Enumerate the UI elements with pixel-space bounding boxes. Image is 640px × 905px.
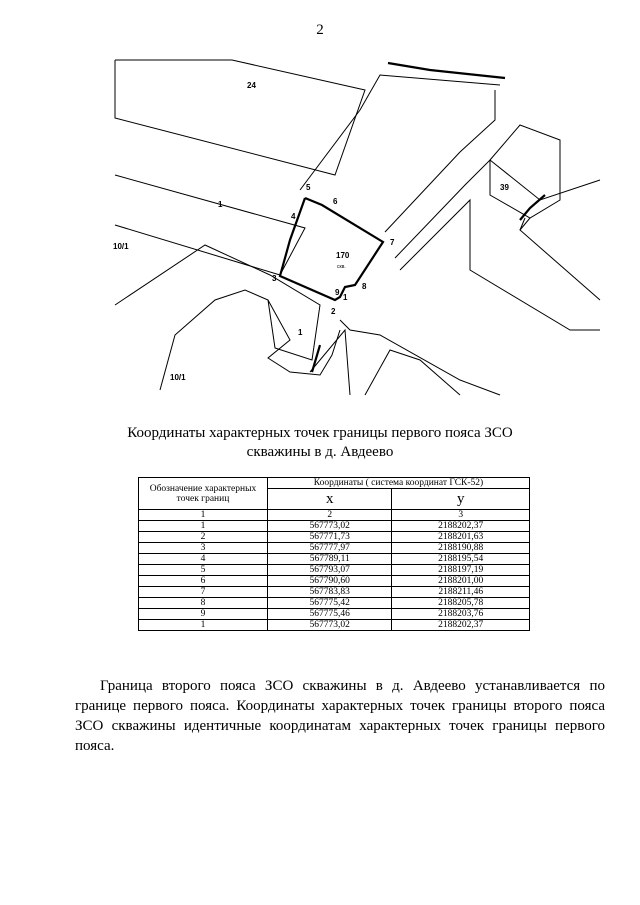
table-row [139,521,530,532]
table-caption [0,424,640,462]
point-label-3: 3 [272,274,277,283]
cell-point: 5 [139,565,268,576]
header-y: y [392,489,530,510]
table-row [139,620,530,631]
plot-1-outline [115,175,305,275]
table-row [139,565,530,576]
cell-x: 567775,46 [268,609,392,620]
road-line-a [300,75,500,190]
header-coordinates: Координаты ( система координат ГСК-52) [268,478,530,489]
cell-point: 9 [139,609,268,620]
cell-x: 567775,42 [268,598,392,609]
table-row [139,598,530,609]
cell-point: 8 [139,598,268,609]
cell-y: 2188203,76 [392,609,530,620]
road-line-g [340,320,500,395]
point-label-1: 1 [343,293,348,302]
cell-y: 2188201,00 [392,576,530,587]
point-label-2: 2 [331,307,336,316]
point-label-4: 4 [291,212,296,221]
cell-point: 6 [139,576,268,587]
cell-y: 2188202,37 [392,620,530,631]
point-label-8: 8 [362,282,367,291]
cell-y: 2188211,46 [392,587,530,598]
cell-y: 2188202,37 [392,521,530,532]
plot-24-outline [115,60,365,175]
cell-point: 4 [139,554,268,565]
header-x: x [268,489,392,510]
cell-x: 567777,97 [268,543,392,554]
road-line-e [520,218,600,300]
point-label-7: 7 [390,238,395,247]
table-row [139,576,530,587]
cell-point: 1 [139,620,268,631]
plot-170-label: 170 [336,251,350,260]
col-number-1: 1 [139,510,268,521]
col-number-2: 2 [268,510,392,521]
cell-x: 567783,83 [268,587,392,598]
cell-y: 2188190,88 [392,543,530,554]
cell-y: 2188197,19 [392,565,530,576]
plot-10-1-outline [115,245,320,390]
cell-y: 2188205,78 [392,598,530,609]
cell-point: 3 [139,543,268,554]
cell-x: 567771,73 [268,532,392,543]
cadastral-plan [0,0,640,400]
point-label-5: 5 [306,183,311,192]
caption-line-2: скважины в д. Авдеево [246,444,394,460]
cell-x: 567789,11 [268,554,392,565]
table-row [139,554,530,565]
point-label-6: 6 [333,197,338,206]
cell-x: 567773,02 [268,620,392,631]
plot-10-1-left-label: 10/1 [113,242,129,251]
table-row [139,587,530,598]
page-number: 2 [316,22,324,38]
body-paragraph: Граница второго пояса ЗСО скважины в д. Авдеево устанавливается по границе первого пояса. Координаты характерных точек границы второго пояса ЗСО скважины идентичные координатам характерных точек границы первого пояса. [75,678,605,754]
plot-1-bottom-label: 1 [298,328,303,337]
header-designation: Обозначение характерных точек границ [139,478,268,510]
plot-170-sub-label: скв. [337,264,346,270]
cell-x: 567790,60 [268,576,392,587]
cell-y: 2188201,63 [392,532,530,543]
road-line-c [395,160,600,258]
cell-point: 2 [139,532,268,543]
cell-x: 567773,02 [268,521,392,532]
caption-line-1: Координаты характерных точек границы первого пояса ЗСО [127,425,513,441]
coordinates-table [138,477,530,631]
cell-x: 567793,07 [268,565,392,576]
cell-point: 1 [139,521,268,532]
cell-y: 2188195,54 [392,554,530,565]
road-line-h [310,330,350,395]
col-number-3: 3 [392,510,530,521]
plot-10-1-bottom-label: 10/1 [170,373,186,382]
point-label-9: 9 [335,288,340,297]
road-line-d [400,200,600,330]
cell-point: 7 [139,587,268,598]
plot-1-top-label: 1 [218,200,223,209]
road-thick-top [388,63,505,78]
table-row [139,532,530,543]
table-row [139,609,530,620]
plot-39-outline [490,125,560,218]
plot-1-bottom-outline [268,300,340,375]
table-row [139,543,530,554]
plot-39-label: 39 [500,183,509,192]
plot-24-label: 24 [247,81,256,90]
